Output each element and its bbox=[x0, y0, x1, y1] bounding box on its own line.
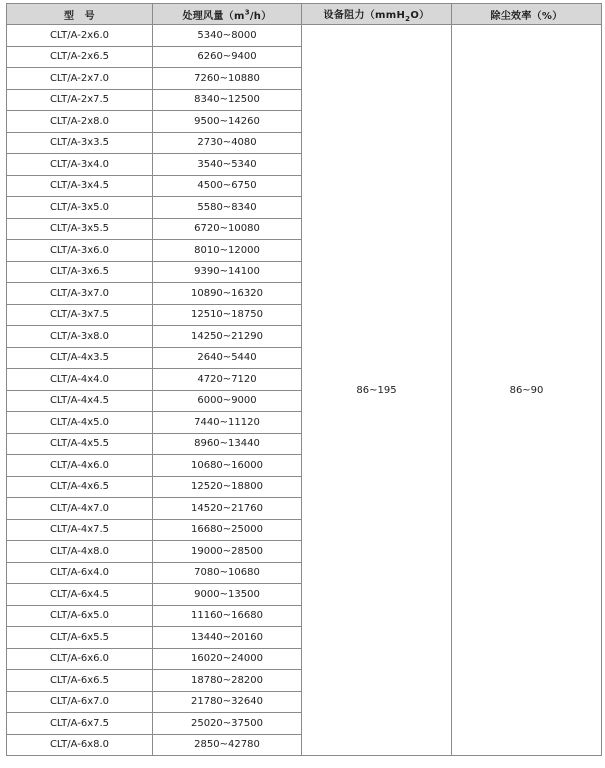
airflow-cell: 7260~10880 bbox=[153, 68, 302, 90]
table-header bbox=[7, 4, 602, 25]
airflow-cell: 6000~9000 bbox=[153, 390, 302, 412]
model-cell: CLT/A-3x6.5 bbox=[7, 261, 153, 283]
airflow-cell: 2850~42780 bbox=[153, 734, 302, 756]
model-cell: CLT/A-3x8.0 bbox=[7, 326, 153, 348]
model-cell: CLT/A-4x5.0 bbox=[7, 412, 153, 434]
airflow-cell: 10890~16320 bbox=[153, 283, 302, 305]
airflow-cell: 18780~28200 bbox=[153, 670, 302, 692]
model-cell: CLT/A-3x4.5 bbox=[7, 175, 153, 197]
spec-table bbox=[6, 3, 602, 756]
model-cell: CLT/A-3x6.0 bbox=[7, 240, 153, 262]
model-cell: CLT/A-4x7.0 bbox=[7, 498, 153, 520]
model-cell: CLT/A-6x5.0 bbox=[7, 605, 153, 627]
airflow-cell: 25020~37500 bbox=[153, 713, 302, 735]
airflow-cell: 12520~18800 bbox=[153, 476, 302, 498]
model-cell: CLT/A-4x5.5 bbox=[7, 433, 153, 455]
model-cell: CLT/A-2x6.0 bbox=[7, 25, 153, 47]
header-row bbox=[7, 4, 602, 25]
model-cell: CLT/A-2x6.5 bbox=[7, 46, 153, 68]
airflow-cell: 8340~12500 bbox=[153, 89, 302, 111]
airflow-cell: 14250~21290 bbox=[153, 326, 302, 348]
airflow-cell: 8960~13440 bbox=[153, 433, 302, 455]
model-cell: CLT/A-2x7.5 bbox=[7, 89, 153, 111]
model-cell: CLT/A-2x8.0 bbox=[7, 111, 153, 133]
header-resistance: 设备阻力（mmH$_2$O） bbox=[302, 4, 452, 25]
airflow-cell: 12510~18750 bbox=[153, 304, 302, 326]
header-model: 型 号 bbox=[7, 4, 153, 25]
model-cell: CLT/A-6x4.0 bbox=[7, 562, 153, 584]
airflow-cell: 14520~21760 bbox=[153, 498, 302, 520]
airflow-cell: 7080~10680 bbox=[153, 562, 302, 584]
airflow-cell: 4500~6750 bbox=[153, 175, 302, 197]
model-cell: CLT/A-4x3.5 bbox=[7, 347, 153, 369]
model-cell: CLT/A-6x5.5 bbox=[7, 627, 153, 649]
airflow-cell: 16020~24000 bbox=[153, 648, 302, 670]
airflow-cell: 6260~9400 bbox=[153, 46, 302, 68]
header-airflow: 处理风量$(m^3/h)$ bbox=[153, 4, 302, 25]
airflow-cell: 11160~16680 bbox=[153, 605, 302, 627]
model-cell: CLT/A-6x8.0 bbox=[7, 734, 153, 756]
model-cell: CLT/A-6x7.0 bbox=[7, 691, 153, 713]
airflow-cell: 8010~12000 bbox=[153, 240, 302, 262]
model-cell: CLT/A-4x8.0 bbox=[7, 541, 153, 563]
airflow-cell: 2730~4080 bbox=[153, 132, 302, 154]
table-body bbox=[7, 25, 602, 756]
header-efficiency: 除尘效率（%） bbox=[452, 4, 602, 25]
resistance-cell: 86~195 bbox=[302, 25, 452, 756]
model-cell: CLT/A-2x7.0 bbox=[7, 68, 153, 90]
airflow-cell: 19000~28500 bbox=[153, 541, 302, 563]
airflow-cell: 4720~7120 bbox=[153, 369, 302, 391]
model-cell: CLT/A-3x3.5 bbox=[7, 132, 153, 154]
efficiency-cell: 86~90 bbox=[452, 25, 602, 756]
airflow-cell: 21780~32640 bbox=[153, 691, 302, 713]
airflow-cell: 3540~5340 bbox=[153, 154, 302, 176]
airflow-cell: 10680~16000 bbox=[153, 455, 302, 477]
model-cell: CLT/A-3x5.0 bbox=[7, 197, 153, 219]
model-cell: CLT/A-4x6.5 bbox=[7, 476, 153, 498]
model-cell: CLT/A-3x4.0 bbox=[7, 154, 153, 176]
model-cell: CLT/A-6x6.5 bbox=[7, 670, 153, 692]
airflow-cell: 6720~10080 bbox=[153, 218, 302, 240]
airflow-cell: 13440~20160 bbox=[153, 627, 302, 649]
model-cell: CLT/A-6x7.5 bbox=[7, 713, 153, 735]
model-cell: CLT/A-6x6.0 bbox=[7, 648, 153, 670]
airflow-cell: 5580~8340 bbox=[153, 197, 302, 219]
airflow-cell: 9500~14260 bbox=[153, 111, 302, 133]
model-cell: CLT/A-3x7.0 bbox=[7, 283, 153, 305]
airflow-cell: 9000~13500 bbox=[153, 584, 302, 606]
model-cell: CLT/A-3x5.5 bbox=[7, 218, 153, 240]
airflow-cell: 7440~11120 bbox=[153, 412, 302, 434]
model-cell: CLT/A-3x7.5 bbox=[7, 304, 153, 326]
model-cell: CLT/A-4x6.0 bbox=[7, 455, 153, 477]
model-cell: CLT/A-6x4.5 bbox=[7, 584, 153, 606]
model-cell: CLT/A-4x4.0 bbox=[7, 369, 153, 391]
model-cell: CLT/A-4x7.5 bbox=[7, 519, 153, 541]
airflow-cell: 2640~5440 bbox=[153, 347, 302, 369]
table-row bbox=[7, 25, 602, 47]
airflow-cell: 5340~8000 bbox=[153, 25, 302, 47]
airflow-cell: 16680~25000 bbox=[153, 519, 302, 541]
model-cell: CLT/A-4x4.5 bbox=[7, 390, 153, 412]
airflow-cell: 9390~14100 bbox=[153, 261, 302, 283]
